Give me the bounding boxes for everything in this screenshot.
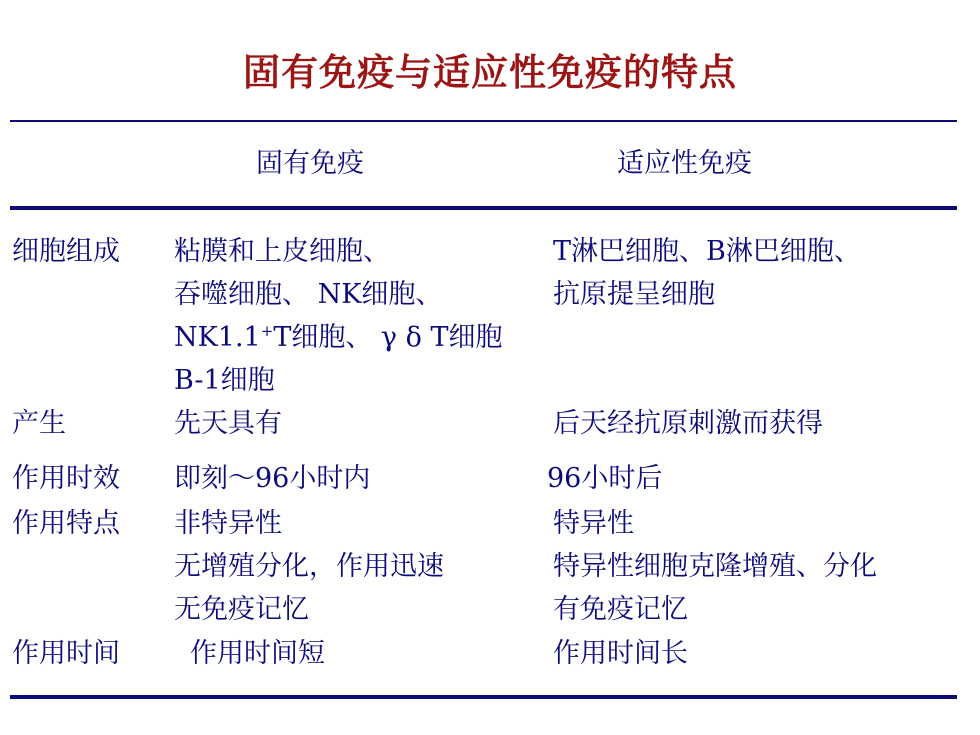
duration-adaptive: 作用时间长 <box>553 638 688 669</box>
origin-innate: 先天具有 <box>174 408 282 439</box>
header-innate: 固有免疫 <box>256 148 364 179</box>
features-innate-line2: 无增殖分化，作用迅速 <box>174 551 444 582</box>
row-label-features: 作用特点 <box>12 508 120 539</box>
row-label-duration: 作用时间 <box>12 638 120 669</box>
features-adaptive-line2: 特异性细胞克隆增殖、分化 <box>553 551 877 582</box>
bottom-rule <box>10 695 957 699</box>
composition-innate-line4: B-1细胞 <box>174 365 275 396</box>
top-rule <box>10 120 957 122</box>
row-label-composition: 细胞组成 <box>12 236 120 267</box>
composition-innate-line3-pre: NK1.1 <box>174 322 261 353</box>
composition-innate-line2: 吞噬细胞、 NK细胞、 <box>174 279 443 310</box>
duration-innate: 作用时间短 <box>190 638 325 669</box>
composition-innate-line3-post: T细胞、 γ δ T细胞 <box>273 322 503 353</box>
origin-adaptive: 后天经抗原刺激而获得 <box>553 408 823 439</box>
composition-innate-line3 <box>174 322 503 354</box>
composition-adaptive-line2: 抗原提呈细胞 <box>553 279 715 310</box>
features-adaptive-line1: 特异性 <box>553 508 634 539</box>
features-innate-line3: 无免疫记忆 <box>174 594 309 625</box>
timing-adaptive: 96小时后 <box>547 463 663 494</box>
features-innate-line1: 非特异性 <box>174 508 282 539</box>
timing-innate: 即刻～96小时内 <box>174 463 371 494</box>
features-adaptive-line3: 有免疫记忆 <box>553 594 688 625</box>
page-title: 固有免疫与适应性免疫的特点 <box>243 51 737 94</box>
composition-innate-line3-sup: + <box>260 322 274 340</box>
composition-innate-line1: 粘膜和上皮细胞、 <box>174 236 390 267</box>
header-adaptive: 适应性免疫 <box>617 148 752 179</box>
row-label-timing: 作用时效 <box>12 463 120 494</box>
composition-adaptive-line1: T淋巴细胞、B淋巴细胞、 <box>553 236 861 267</box>
header-rule <box>10 206 957 210</box>
row-label-origin: 产生 <box>12 408 66 439</box>
